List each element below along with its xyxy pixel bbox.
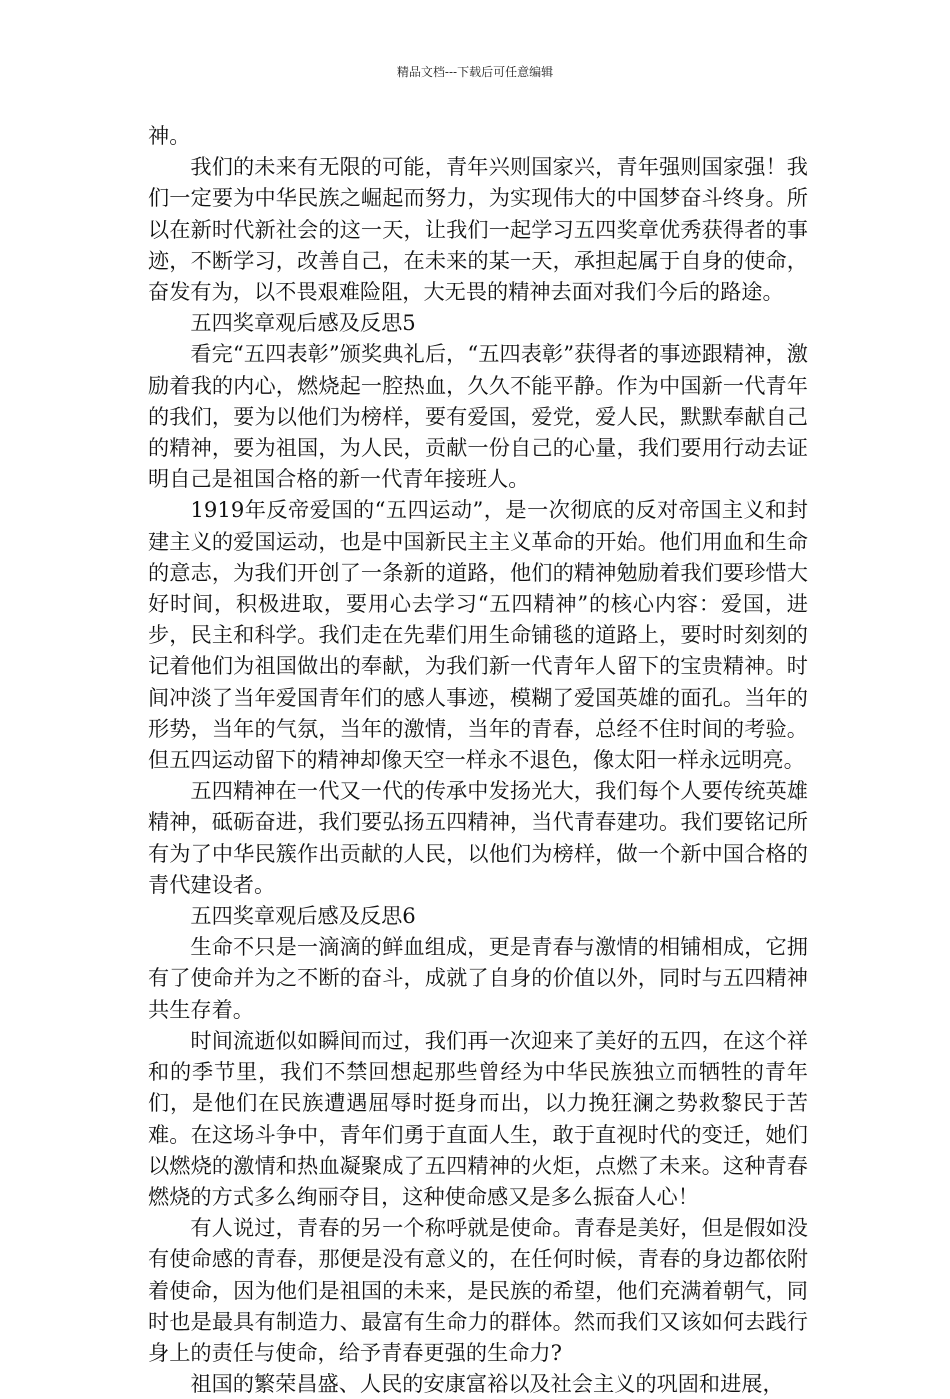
paragraph: 祖国的繁荣昌盛、人民的安康富裕以及社会主义的巩固和进展，: [190, 1371, 784, 1397]
section-heading-6: 五四奖章观后感及反思6: [190, 903, 416, 929]
page-header: 精品文档---下载后可任意编辑: [396, 65, 554, 79]
paragraph: 1919年反帝爱国的“五四运动”，是一次彻底的反对帝国主义和封建主义的爱国运动，也是中国新民主主义革命的开始。他们用血和生命的意志，为我们开创了一条新的道路，他们的精神勉励着我们要珍惜大好时间，积极进取，要用心去学习“五四精神”的核心内容：爱国，进步，民主和科学。我们走在先辈们用生命铺毯的道路上，要时时刻刻的记着他们为祖国做出的奉献，为我们新一代青年人留下的宝贵精神。时间冲淡了当年爱国青年们的感人事迹，模糊了爱国英雄的面孔。当年的形势，当年的气氛，当年的激情，当年的青春，总经不住时间的考验。但五四运动留下的精神却像天空一样永不退色，像太阳一样永远明亮。: [148, 497, 808, 773]
paragraph: 有人说过，青春的另一个称呼就是使命。青春是美好，但是假如没有使命感的青春，那便是没有意义的，在任何时候，青春的身边都依附着使命，因为他们是祖国的未来，是民族的希望，他们充满着朝气，同时也是最具有制造力、最富有生命力的群体。然而我们又该如何去践行身上的责任与使命，给予青春更强的生命力?: [148, 1215, 808, 1365]
paragraph: 生命不只是一滴滴的鲜血组成，更是青春与激情的相铺相成，它拥有了使命并为之不断的奋斗，成就了自身的价值以外，同时与五四精神共生存着。: [148, 934, 808, 1022]
paragraph: 我们的未来有无限的可能，青年兴则国家兴，青年强则国家强！我们一定要为中华民族之崛起而努力，为实现伟大的中国梦奋斗终身。所以在新时代新社会的这一天，让我们一起学习五四奖章优秀获得者的事迹，不断学习，改善自己，在未来的某一天，承担起属于自身的使命，奋发有为，以不畏艰难险阻，大无畏的精神去面对我们今后的路途。: [148, 154, 808, 305]
paragraph: 时间流逝似如瞬间而过，我们再一次迎来了美好的五四，在这个祥和的季节里，我们不禁回想起那些曾经为中华民族独立而牺牲的青年们，是他们在民族遭遇屈辱时挺身而出，以力挽狂澜之势救黎民于苦难。在这场斗争中，青年们勇于直面人生，敢于直视时代的变迁，她们以燃烧的激情和热血凝聚成了五四精神的火炬，点燃了未来。这种青春燃烧的方式多么绚丽夺目，这种使命感又是多么振奋人心！: [148, 1027, 808, 1209]
paragraph: 五四精神在一代又一代的传承中发扬光大，我们每个人要传统英雄精神，砥砺奋进，我们要弘扬五四精神，当代青春建功。我们要铭记所有为了中华民簇作出贡献的人民，以他们为榜样，做一个新中国合格的青代建设者。: [148, 778, 808, 897]
section-heading-5: 五四奖章观后感及反思5: [190, 310, 416, 336]
paragraph: 看完“五四表彰”颁奖典礼后，“五四表彰”获得者的事迹跟精神，激励着我的内心，燃烧起一腔热血，久久不能平静。作为中国新一代青年的我们，要为以他们为榜样，要有爱国，爱党，爱人民，默默奉献自己的精神，要为祖国，为人民，贡献一份自己的心量，我们要用行动去证明自己是祖国合格的新一代青年接班人。: [148, 341, 808, 492]
document-body: [148, 120, 808, 1399]
paragraph-continuation: 神。: [148, 123, 191, 148]
